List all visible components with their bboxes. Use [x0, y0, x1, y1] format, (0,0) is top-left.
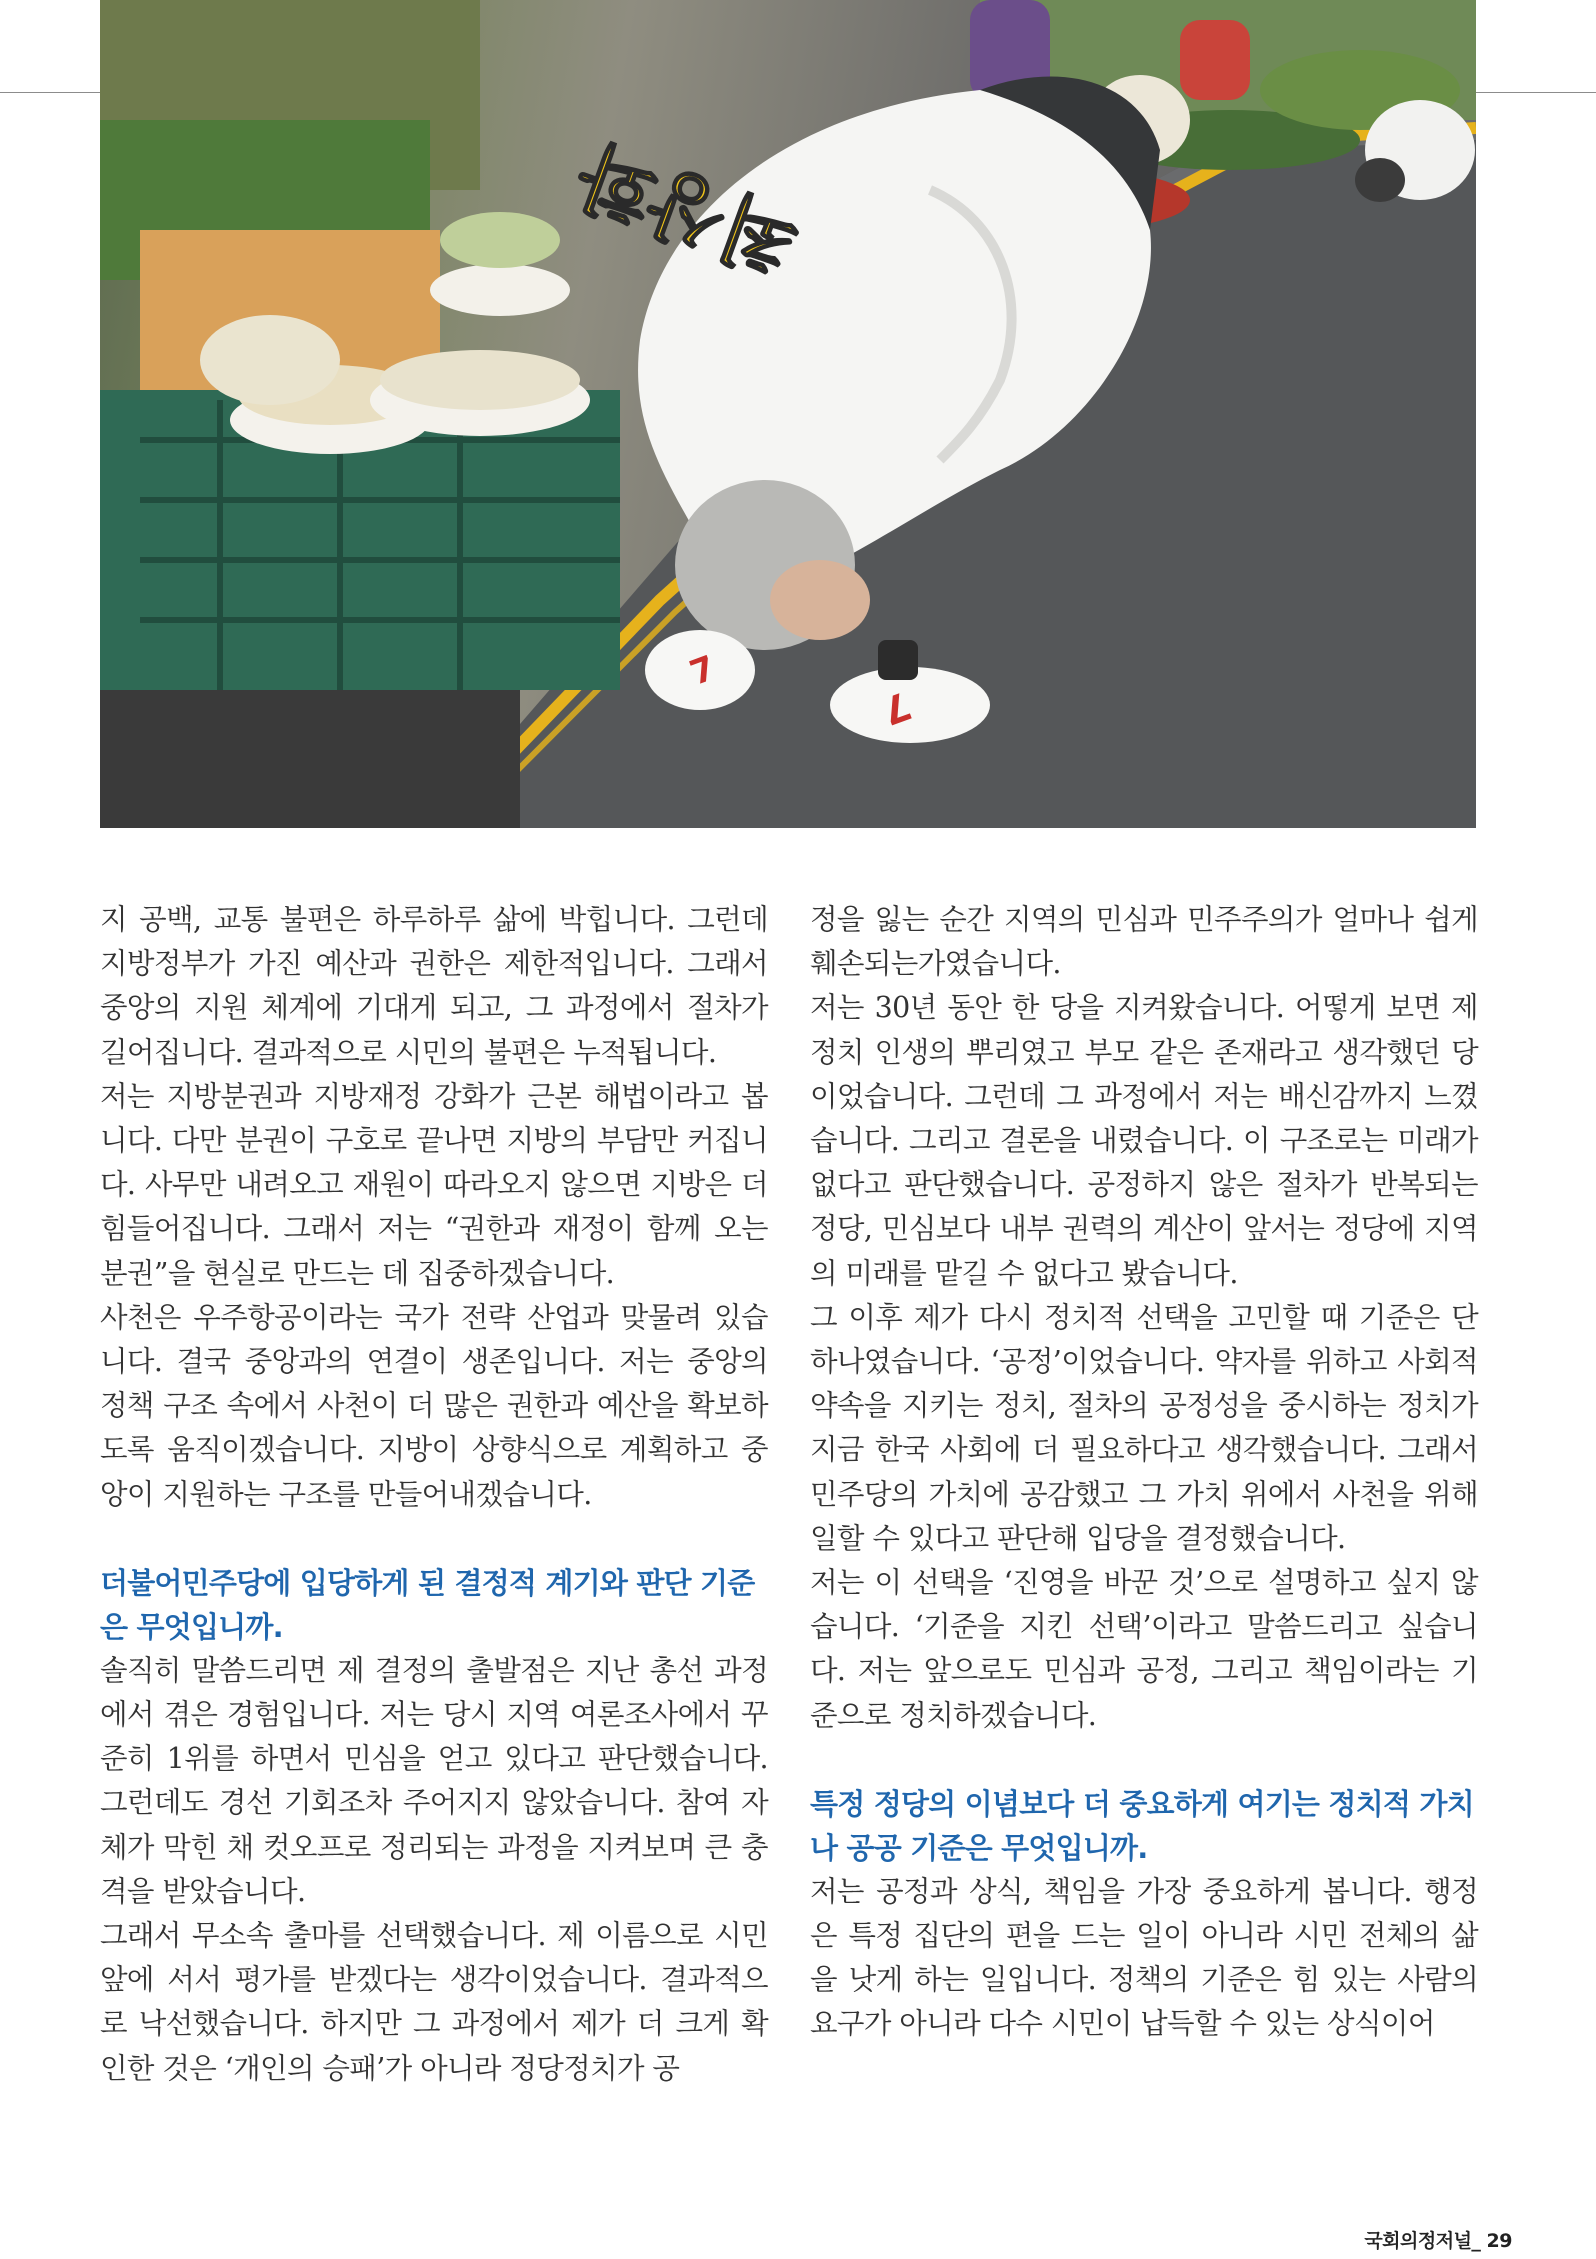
market-photo-illustration — [100, 0, 1476, 828]
page-footer: 국회의정저널_ 29 — [1364, 2230, 1512, 2252]
body-paragraph: 저는 30년 동안 한 당을 지켜왔습니다. 어떻게 보면 제 정치 인생의 뿌리였고 부모 같은 존재라고 생각했던 당이었습니다. 그런데 그 과정에서 저는 배신감까지 느꼈습니다. 그리고 결론을 내렸습니다. 이 구조로는 미래가 없다고 판단했습니다. 공정하지 않은 절차가 반복되는 정당, 민심보다 내부 권력의 계산이 앞서는 정당에 지역의 미래를 맡길 수 없다고 봤습니다. — [810, 991, 1478, 1290]
right-column — [810, 898, 1478, 2047]
body-paragraph: 저는 이 선택을 ‘진영을 바꾼 것’으로 설명하고 싶지 않습니다. ‘기준을 지킨 선택’이라고 말씀드리고 싶습니다. 저는 앞으로도 민심과 공정, 그리고 책임이라는 기준으로 정치하겠습니다. — [810, 1566, 1478, 1732]
body-paragraph: 저는 지방분권과 지방재정 강화가 근본 해법이라고 봅니다. 다만 분권이 구호로 끝나면 지방의 부담만 커집니다. 사무만 내려오고 재원이 따라오지 않으면 지방은 더 힘들어집니다. 그래서 저는 “권한과 재정이 함께 오는 분권”을 현실로 만드는 데 집중하겠습니다. — [100, 1079, 768, 1290]
glove-mark-right: 7 — [876, 682, 917, 734]
section-gap — [100, 1517, 768, 1561]
section-heading: 더불어민주당에 입당하게 된 결정적 계기와 판단 기준은 무엇입니까. — [100, 1565, 755, 1644]
body-paragraph: 정을 잃는 순간 지역의 민심과 민주주의가 얼마나 쉽게 훼손되는가였습니다. — [810, 903, 1478, 981]
market-photo — [100, 0, 1476, 828]
body-paragraph: 그 이후 제가 다시 정치적 선택을 고민할 때 기준은 단 하나였습니다. ‘공정’이었습니다. 약자를 위하고 사회적 약속을 지키는 정치, 절차의 공정성을 중시하는 정치가 지금 한국 사회에 더 필요하다고 생각했습니다. 그래서 민주당의 가치에 공감했고 그 가치 위에서 사천을 위해 일할 수 있다고 판단해 입당을 결정했습니다. — [810, 1300, 1478, 1555]
top-rule-right — [1476, 92, 1596, 93]
body-paragraph: 솔직히 말씀드리면 제 결정의 출발점은 지난 총선 과정에서 겪은 경험입니다. 저는 당시 지역 여론조사에서 꾸준히 1위를 하면서 민심을 얻고 있다고 판단했습니다. 그런데도 경선 기회조차 주어지지 않았습니다. 참여 자체가 막힌 채 컷오프로 정리되는 과정을 지켜보며 큰 충격을 받았습니다. — [100, 1653, 768, 1908]
vest-lettering: 최상화 — [566, 127, 811, 290]
body-paragraph: 저는 공정과 상식, 책임을 가장 중요하게 봅니다. 행정은 특정 집단의 편을 드는 일이 아니라 시민 전체의 삶을 낫게 하는 일입니다. 정책의 기준은 힘 있는 사람의 요구가 아니라 다수 시민이 납득할 수 있는 상식이어 — [810, 1874, 1478, 2041]
section-gap — [810, 1738, 1478, 1782]
body-paragraph: 지 공백, 교통 불편은 하루하루 삶에 박힙니다. 그런데 지방정부가 가진 예산과 권한은 제한적입니다. 그래서 중앙의 지원 체계에 기대게 되고, 그 과정에서 절차가 길어집니다. 결과적으로 시민의 불편은 누적됩니다. — [100, 903, 768, 1069]
top-rule-left — [0, 92, 100, 93]
body-paragraph: 그래서 무소속 출마를 선택했습니다. 제 이름으로 시민 앞에 서서 평가를 받겠다는 생각이었습니다. 결과적으로 낙선했습니다. 하지만 그 과정에서 제가 더 크게 확인한 것은 ‘개인의 승패’가 아니라 정당정치가 공 — [100, 1919, 768, 2085]
left-column — [100, 898, 768, 2091]
glove-mark-left: 7 — [684, 648, 721, 694]
body-paragraph: 사천은 우주항공이라는 국가 전략 산업과 맞물려 있습니다. 결국 중앙과의 연결이 생존입니다. 저는 중앙의 정책 구조 속에서 사천이 더 많은 권한과 예산을 확보하도록 움직이겠습니다. 지방이 상향식으로 계획하고 중앙이 지원하는 구조를 만들어내겠습니다. — [100, 1300, 768, 1511]
section-heading: 특정 정당의 이념보다 더 중요하게 여기는 정치적 가치나 공공 기준은 무엇입니까. — [810, 1786, 1474, 1865]
